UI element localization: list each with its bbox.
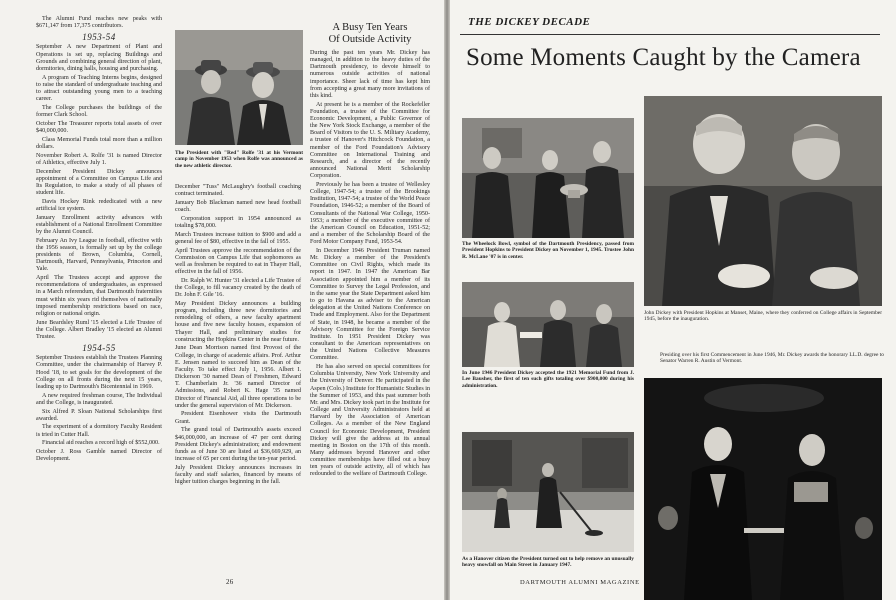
- rolfe-photo-image: [175, 30, 303, 145]
- paragraph: In December 1946 President Truman named Mr. Dickey a member of the President's Committee on Civil Rights, which made its report in 1947. In 1947 the American Bar Association appointed him a member of its Committee to Survey the Legal Profession, and in the same year the State Department asked him to go to Havana as adviser to the American delegation at the United Nations Conference on Trade and Employment. Also for the Department of State, in 1948, he became a member of the Advisory Committee for the Foreign Service Institute. In 1951 President Dickey was consultant to the American representatives on the United Nations Collective Measures Committee.: [310, 248, 430, 362]
- snow-removal-image: [462, 432, 634, 552]
- page-number: 26: [226, 578, 234, 586]
- paragraph: The College purchases the buildings of the former Clark School.: [36, 104, 162, 119]
- outside-activity-heading: [310, 22, 430, 46]
- paragraph: A new required freshman course, The Individual and the College, is inaugurated.: [36, 392, 162, 406]
- chronology-column-1: [36, 16, 162, 465]
- paragraph: April Trustees approve the recommendation of the Commission on Campus Life that sophomores as well as freshmen be required to eat in Thayer Hall, effective in the fall of 1956.: [175, 247, 301, 276]
- year-heading: 1953-54: [82, 32, 116, 43]
- paragraph: The grand total of Dartmouth's assets exceed $46,000,000, an increase of 47 per cent during President Dickey's administration; and endowment funds as of June 30 are listed at $36,669,929, an increase of 65 per cent during the ten-year period.: [175, 427, 301, 462]
- paragraph: July President Dickey announces increases in faculty and staff salaries, financed by means of higher tuition charges beginning in the fall.: [175, 464, 301, 486]
- heading-line: A Busy Ten Years: [332, 22, 408, 33]
- rolfe-photo-caption: The President with "Red" Rolfe '31 at his Vermont camp in November 1953 when Rolfe was announced as the new athletic director.: [175, 150, 303, 169]
- wheelock-bowl-caption: The Wheelock Bowl, symbol of the Dartmouth Presidency, passed from President Hopkins to President Dickey on November 1, 1945. Trustee John R. McLane '07 is in center.: [462, 241, 634, 260]
- paragraph: April The Trustees accept and approve the recommendations of undergraduates, as expressed in a March referendum, that Dartmouth fraternities must within six years rid themselves of nationally imposed membership restrictions based on race, religion or national origin.: [36, 275, 162, 317]
- heading-line: Of Outside Activity: [328, 34, 412, 45]
- snow-removal-caption: As a Hanover citizen the President turned out to help remove an unusually heavy snowfall on Main Street in January 1947.: [462, 556, 634, 569]
- paragraph: During the past ten years Mr. Dickey has managed, in addition to the heavy duties of the Dartmouth presidency, to devote himself to numerous outside activities of national importance. Sheer lack of time has kept him from accepting a great many more invitations of this kind.: [310, 50, 430, 99]
- paragraph: December "Tuss" McLaughry's football coaching contract terminated.: [175, 184, 301, 198]
- paragraph: A program of Teaching Interns begins, designed to raise the standard of undergraduate teaching and to attract outstanding young men to a teaching career.: [36, 74, 162, 103]
- paragraph: June Beardsley Ruml '15 elected a Life Trustee of the College. Albert Bradley '15 elected an Alumni Trustee.: [36, 319, 162, 340]
- paragraph: March Trustees increase tuition to $900 and add a general fee of $80, effective in the fall of 1955.: [175, 231, 301, 245]
- paragraph: The experiment of a dormitory Faculty Resident is tried in Cutter Hall.: [36, 424, 162, 438]
- paragraph: September Trustees establish the Trustees Planning Committee, under the chairmanship of Harvey P. Hood '18, to set goals for the development of the College on all fronts during the next 15 years, leading up to Dartmouth's Bicentennial in 1969.: [36, 355, 162, 390]
- paragraph: The Alumni Fund reaches new peaks with $671,147 from 17,375 contributors.: [36, 16, 162, 30]
- left-page: [0, 0, 444, 600]
- paragraph: Davis Hockey Rink rededicated with a new artificial ice system.: [36, 198, 162, 212]
- year-heading: 1954-55: [82, 343, 116, 354]
- paragraph: Corporation support in 1954 announced as totaling $78,000.: [175, 215, 301, 229]
- page-title: Some Moments Caught by the Camera: [466, 44, 861, 71]
- running-head: THE DICKEY DECADE: [468, 16, 591, 28]
- commencement-caption: Presiding over his first Commencement in June 1946, Mr. Dickey awards the honorary LL.D. degree to Senator Warren R. Austin of Vermont.: [660, 352, 884, 365]
- paragraph: Dr. Ralph W. Hunter '31 elected a Life Trustee of the College, to fill vacancy created by the death of Dr. John F. Gile '16.: [175, 277, 301, 299]
- memorial-fund-image: [462, 282, 634, 367]
- paragraph: November Robert A. Rolfe '31 is named Director of Athletics, effective July 1.: [36, 152, 162, 166]
- paragraph: June Dean Morrison named first Provost of the College, in charge of academic affairs. Prof. Arthur E. Jensen named to succeed him as Dean of the Faculty. To take effect July 1, 1956. Albert I. Dickerson '30 named Dean of Freshmen, Edward T. Chamberlain Jr. '36 named Director of Admissions, and Robert K. Hage '35 named Director of Financial Aid, all three operations to be under the general supervision of Mr. Dickerson.: [175, 345, 301, 409]
- wheelock-bowl-image: [462, 118, 634, 238]
- paragraph: President Eisenhower visits the Dartmouth Grant.: [175, 411, 301, 425]
- paragraph: October J. Ross Gamble named Director of Development.: [36, 449, 162, 463]
- memorial-fund-photo: [462, 282, 634, 367]
- memorial-fund-caption: In June 1946 President Dickey accepted the 1921 Memorial Fund from J. Lee Bausher, the first of ten such gifts totaling over $900,000 during his administration.: [462, 370, 634, 389]
- paragraph: Class Memorial Funds total more than a million dollars.: [36, 136, 162, 150]
- paragraph: Previously he has been a trustee of Wellesley College, 1947-54; a trustee of the Brookings Institution, 1947-54; a trustee of the World Peace Foundation, 1946-52; a member of the Board of Consultants of the National War College, 1950-1953; a member of the executive committee of the American Council on Education, 1951-52; and a member of the Scholarship Board of the Ford Motor Company Fund, 1953-54.: [310, 182, 430, 246]
- outside-activity-column: [310, 50, 430, 480]
- paragraph: September A new Department of Plant and Operations is set up, replacing Buildings and Grounds and combining general direction of plant, dormitories, dining halls, housing and purchasing.: [36, 44, 162, 72]
- dickey-hopkins-image: [644, 96, 882, 306]
- snow-removal-photo: [462, 432, 634, 552]
- paragraph: At present he is a member of the Rockefeller Foundation, a trustee of the Committee for Economic Development, a Public Governor of the New York Stock Exchange, a member of the Board of Visitors to the U. S. Military Academy, a trustee of Hanover's Hitchcock Foundation, a member of the Ford Foundation's Advisory Committee on International Training and Research, and a director of the recently announced National Merit Scholarship Corporation.: [310, 101, 430, 180]
- dickey-hopkins-photo: [644, 96, 882, 306]
- wheelock-bowl-photo: [462, 118, 634, 238]
- commencement-photo: [644, 378, 882, 600]
- paragraph: January Bob Blackman named new head football coach.: [175, 199, 301, 214]
- paragraph: December President Dickey announces appointment of a Committee on Campus Life and Its Regulation, to make a study of all phases of student life.: [36, 168, 162, 196]
- paragraph: February An Ivy League in football, effective with the 1956 season, is formally set up by the college presidents of Brown, Columbia, Cornell, Dartmouth, Harvard, Pennsylvania, Princeton and Yale.: [36, 237, 162, 273]
- commencement-image: [644, 378, 882, 600]
- paragraph: He has also served on special committees for Columbia University, New York University and the University of Denver. He participated in the Aspen (Colo.) Institute for Humanistic Studies in the Summer of 1953, and this past summer both Mr. and Mrs. Dickey took part in the Institute for College and University Administrators held at Harvard by the Association of American Colleges. As a member of the New England Council for Economic Development, President Dickey will give the address at its annual meeting in Boston on the 17th of this month. Many addresses beyond Hanover and other committee memberships have filled out a busy ten years of outside activity, all of which has redounded to the welfare of Dartmouth College.: [310, 364, 431, 478]
- paragraph: Six Alfred P. Sloan National Scholarships first awarded.: [36, 408, 162, 422]
- paragraph: January Enrollment activity advances with establishment of a National Enrollment Committee by the Alumni Council.: [36, 214, 162, 235]
- paragraph: May President Dickey announces a building program, including three new dormitories and remodeling of others, a new faculty apartment house and five new faculty houses, expansion of Thayer Hall, and preliminary studies for constructing the Hopkins Center in the near future.: [175, 300, 301, 343]
- magazine-footer: DARTMOUTH ALUMNI MAGAZINE: [520, 579, 640, 586]
- paragraph: Financial aid reaches a record high of $552,000.: [42, 440, 160, 447]
- dickey-hopkins-caption: John Dickey with President Hopkins at Manset, Maine, where they conferred on College affairs in September 1945, before the inauguration.: [644, 310, 882, 323]
- rolfe-photo: [175, 30, 303, 145]
- chronology-column-2: [175, 184, 301, 488]
- paragraph: October The Treasurer reports total assets of over $40,000,000.: [36, 120, 162, 134]
